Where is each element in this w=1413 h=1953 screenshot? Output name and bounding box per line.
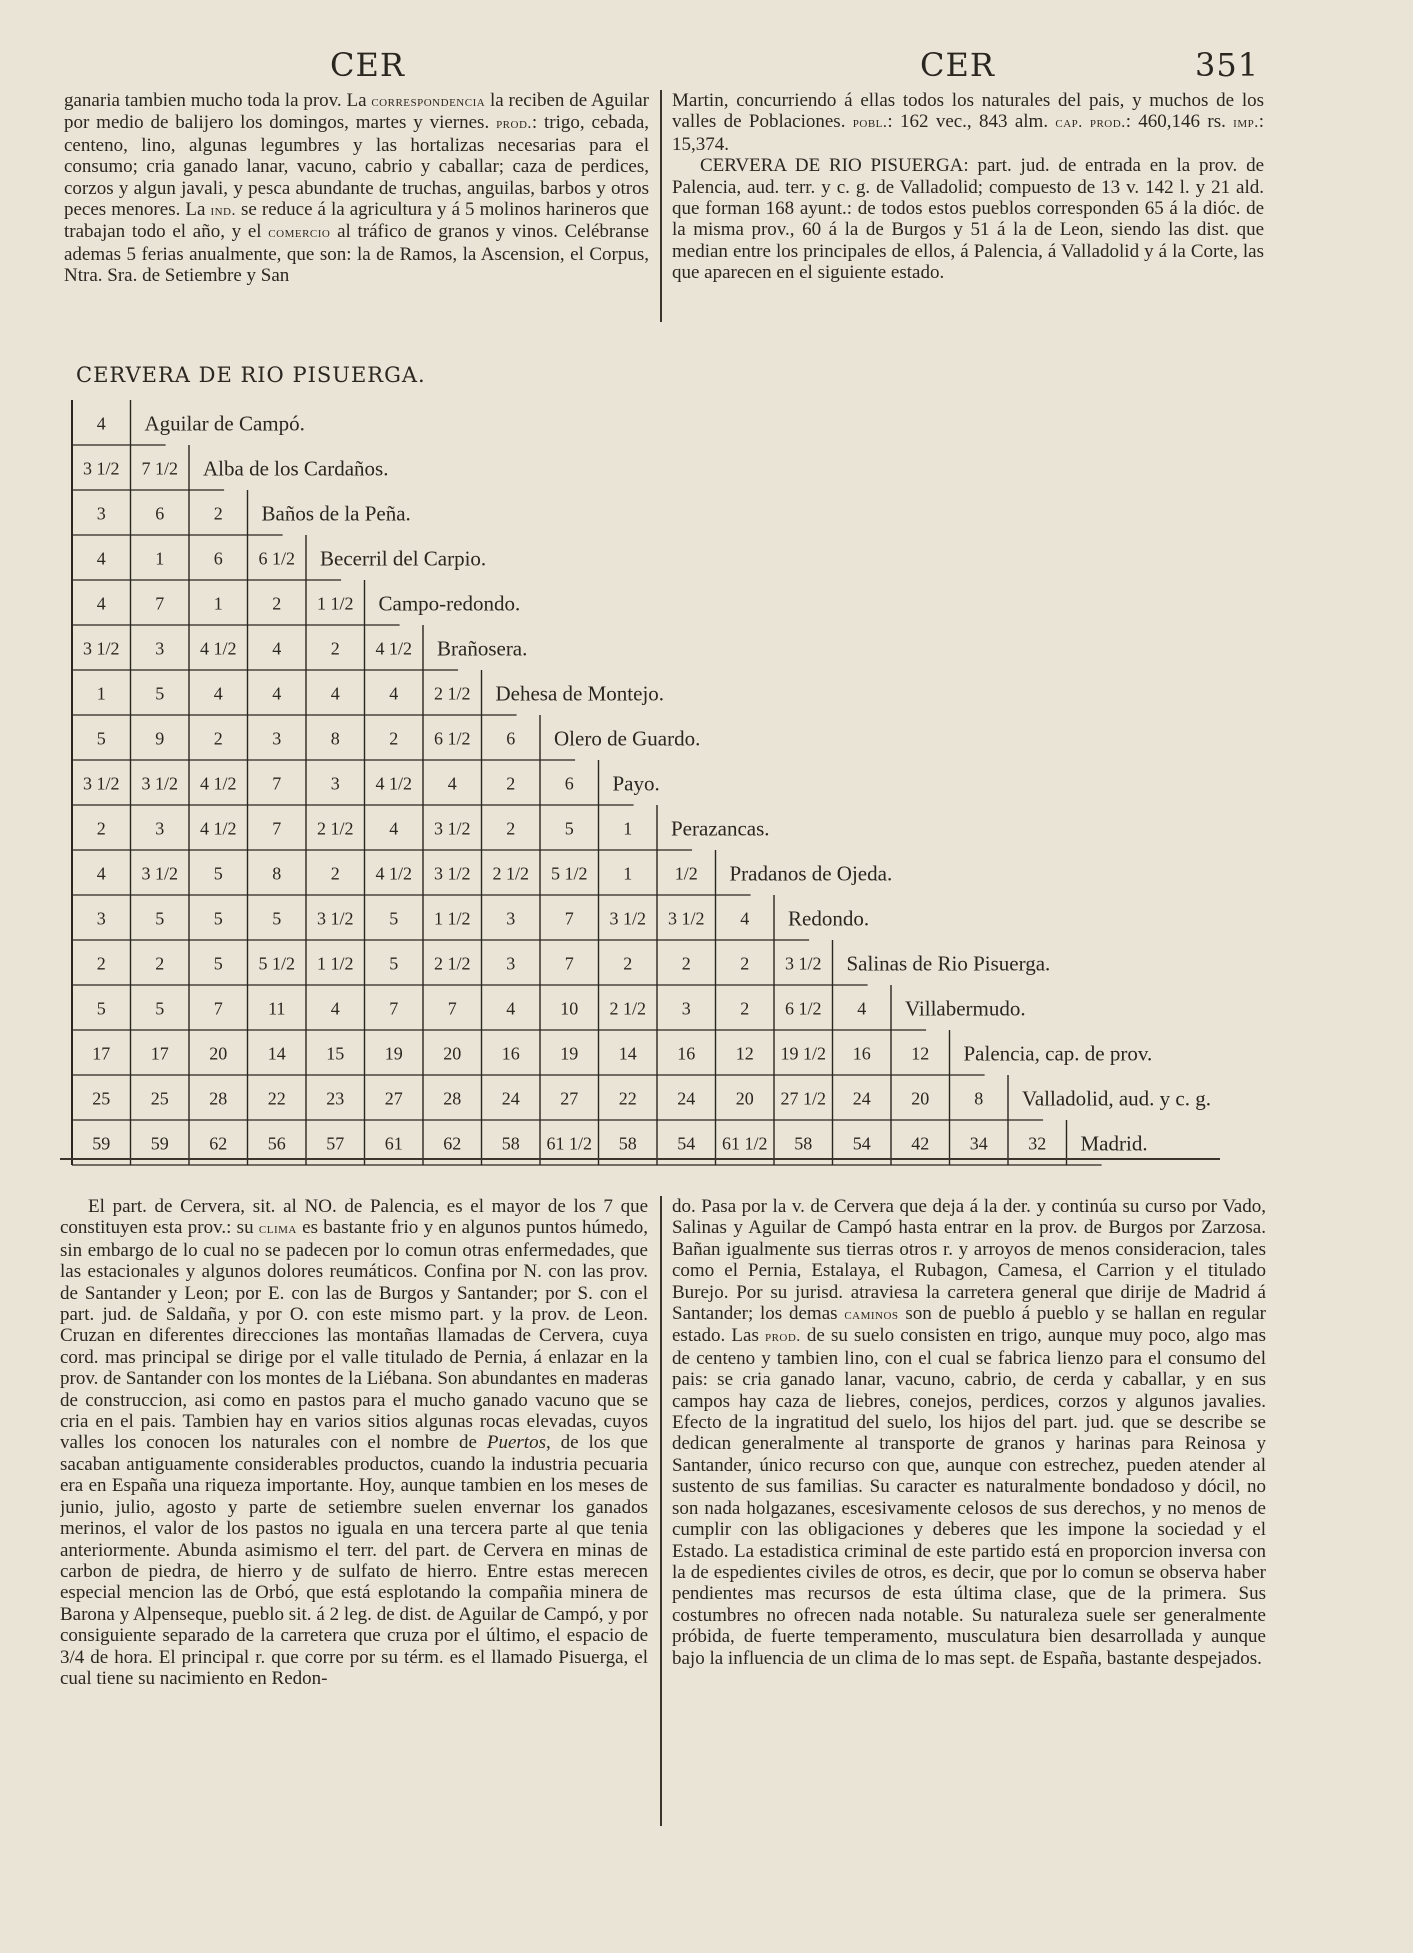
distance-cell: 6 1/2 <box>258 548 296 569</box>
distance-cell: 10 <box>560 998 579 1019</box>
distance-cell: 2 <box>740 998 750 1019</box>
distance-cell: 4 1/2 <box>375 773 413 794</box>
distance-cell: 12 <box>735 1043 754 1064</box>
town-label: Perazancas. <box>671 816 770 841</box>
distance-cell: 24 <box>852 1088 871 1109</box>
distance-cell: 3 1/2 <box>316 908 354 929</box>
distance-cell: 6 <box>564 773 574 794</box>
town-label: Redondo. <box>788 906 870 931</box>
distance-cell: 6 <box>213 548 223 569</box>
distance-cell: 2 <box>623 953 633 974</box>
distance-cell: 6 1/2 <box>433 728 471 749</box>
town-label: Villabermudo. <box>905 996 1026 1021</box>
distance-cell: 3 1/2 <box>433 818 471 839</box>
distance-cell: 57 <box>326 1133 345 1154</box>
distance-cell: 3 <box>155 818 165 839</box>
distance-cell: 2 1/2 <box>316 818 354 839</box>
distance-cell: 17 <box>92 1043 111 1064</box>
distance-cell: 54 <box>852 1133 871 1154</box>
distance-cell: 23 <box>326 1088 345 1109</box>
distance-cell: 4 1/2 <box>199 773 237 794</box>
column-divider <box>660 90 662 322</box>
distance-cell: 5 <box>155 908 165 929</box>
distance-cell: 27 1/2 <box>780 1088 827 1109</box>
distance-cell: 14 <box>618 1043 637 1064</box>
distance-cell: 20 <box>911 1088 930 1109</box>
distance-cell: 17 <box>150 1043 169 1064</box>
distance-cell: 3 <box>681 998 691 1019</box>
distance-cell: 5 1/2 <box>550 863 588 884</box>
distance-cell: 2 <box>740 953 750 974</box>
distance-cell: 4 1/2 <box>199 818 237 839</box>
running-header-center: CER <box>920 46 995 84</box>
distance-cell: 1 1/2 <box>433 908 471 929</box>
distance-cell: 20 <box>209 1043 228 1064</box>
distance-cell: 4 <box>389 683 399 704</box>
distance-cell: 25 <box>150 1088 169 1109</box>
distance-cell: 4 <box>447 773 457 794</box>
distance-cell: 16 <box>852 1043 871 1064</box>
distance-cell: 7 1/2 <box>141 458 179 479</box>
distance-cell: 16 <box>501 1043 520 1064</box>
distance-cell: 3 <box>506 908 516 929</box>
distance-cell: 8 <box>330 728 340 749</box>
distance-cell: 20 <box>735 1088 754 1109</box>
column-divider <box>660 1196 662 1826</box>
paragraph: CERVERA DE RIO PISUERGA: part. jud. de entrada en la prov. de Palencia, aud. terr. y c. g. de Valladolid; compuesto de 13 v. 142 l. y 21 ald. que forman 168 ayunt.: de todos estos pueblos corresponden 65 á la dióc. de la misma prov., 60 á la de Burgos y 51 á la de Leon, siendo las dist. que median entre los principales de ellos, á Palencia, á Valladolid y á la Corte, las que aparecen en el siguiente estado. <box>672 155 1264 284</box>
paragraph: do. Pasa por la v. de Cervera que deja á la der. y continúa su curso por Vado, Salinas y Aguilar de Campó hasta entrar en la prov. de Burgos por Zarzosa. Bañan igualmente sus tierras otros r. y arroyos de menos consideracion, tales como el Pernia, Estalaya, el Rubagon, Camesa, el Carrion y el titulado Burejo. Por su jurisd. atraviesa la carretera general que dirije de Madrid á Santander; los demas caminos son de pueblo á pueblo y se hallan en regular estado. Las prod. de su suelo consisten en trigo, aunque muy poco, algo mas de centeno y tambien lino, con el cual se fabrica lienzo para el consumo del pais: se cria ganado lanar, vacuno, cabrio, de cerda y caballar, y en sus campos hay caza de liebres, conejos, perdices, corzos y algunos javalies. Efecto de la ingratitud del suelo, los hijos del part. jud. que se describe se dedican generalmente al transporte de granos y harinas para Reinosa y Santander, único recurso con que, aunque con estrechez, pueden atender al sustento de sus familias. Su caracter es naturalmente bondadoso y dócil, no son nada holgazanes, escesivamente celosos de sus derechos, y no menos de cumplir con las obligaciones y deberes que les impone la sociedad y el Estado. La estadistica criminal de este partido está en proporcion inversa con la de espedientes civiles de otros, es decir, que por lo comun se observa haber pendientes mas recursos de esta última clase, que de la primera. Sus costumbres no ofrecen nada notable. Su naturaleza suele ser generalmente próbida, de fuerte temperamento, musculatura bien desarrollada y aunque bajo la influencia de un clima de lo mas sept. de España, bastante despejados. <box>672 1196 1266 1669</box>
distance-cell: 1 1/2 <box>316 593 354 614</box>
distance-cell: 1 <box>623 818 633 839</box>
distance-cell: 5 <box>564 818 574 839</box>
distance-cell: 3 1/2 <box>667 908 705 929</box>
distance-cell: 2 1/2 <box>492 863 530 884</box>
page-number: 351 <box>1195 46 1260 84</box>
distance-cell: 58 <box>794 1133 813 1154</box>
distance-cell: 54 <box>677 1133 696 1154</box>
distance-cell: 4 <box>272 638 282 659</box>
distance-cell: 1 <box>623 863 633 884</box>
distance-cell: 2 <box>96 953 106 974</box>
town-label: Olero de Guardo. <box>554 726 701 751</box>
distance-cell: 19 <box>384 1043 403 1064</box>
distance-cell: 2 <box>213 503 223 524</box>
table-title: CERVERA DE RIO PISUERGA. <box>76 363 426 387</box>
top-left-column <box>64 90 649 325</box>
distance-cell: 1/2 <box>674 863 698 884</box>
paragraph: ganaria tambien mucho toda la prov. La correspondencia la reciben de Aguilar por medio de balijero los domingos, martes y viernes. prod.: trigo, cebada, centeno, lino, algunas legumbres y las hortalizas necesarias para el consumo; cria ganado lanar, vacuno, cabrio y caballar; caza de perdices, corzos y algun javali, y pesca abundante de truchas, anguilas, barbos y otros peces menores. La ind. se reduce á la agricultura y á 5 molinos harineros que trabajan todo el año, y el comercio al tráfico de granos y vinos. Celébranse ademas 5 ferias anualmente, que son: la de Ramos, la Ascension, el Corpus, Ntra. Sra. de Setiembre y San <box>64 90 649 287</box>
distance-cell: 5 <box>272 908 282 929</box>
distance-cell: 28 <box>443 1088 462 1109</box>
distance-cell: 3 1/2 <box>82 458 120 479</box>
distance-cell: 3 1/2 <box>433 863 471 884</box>
town-label: Campo-redondo. <box>378 591 521 616</box>
distance-cell: 2 <box>506 773 516 794</box>
distance-cell: 6 <box>155 503 165 524</box>
distance-cell: 14 <box>267 1043 286 1064</box>
distance-cell: 4 1/2 <box>375 638 413 659</box>
distance-cell: 3 1/2 <box>82 773 120 794</box>
distance-cell: 4 <box>96 413 106 434</box>
distance-cell: 7 <box>389 998 399 1019</box>
distance-cell: 3 1/2 <box>141 863 179 884</box>
town-label: Palencia, cap. de prov. <box>963 1041 1153 1066</box>
distance-cell: 42 <box>911 1133 930 1154</box>
distance-cell: 4 <box>330 998 340 1019</box>
distance-cell: 27 <box>384 1088 403 1109</box>
running-header-left: CER <box>330 46 405 84</box>
distance-cell: 12 <box>911 1043 930 1064</box>
section-heading: CERVERA DE RIO PISUERGA <box>700 155 964 177</box>
distance-cell: 1 <box>213 593 223 614</box>
distance-cell: 3 1/2 <box>784 953 822 974</box>
distance-cell: 4 <box>96 863 106 884</box>
distance-cell: 11 <box>268 998 286 1019</box>
distance-cell: 24 <box>677 1088 696 1109</box>
distance-cell: 4 <box>857 998 867 1019</box>
town-label: Brañosera. <box>437 636 528 661</box>
town-label: Payo. <box>612 771 660 796</box>
distance-cell: 2 <box>213 728 223 749</box>
town-label: Aguilar de Campó. <box>144 411 305 436</box>
distance-cell: 2 1/2 <box>433 953 471 974</box>
paragraph: Martin, concurriendo á ellas todos los naturales del pais, y muchos de los valles de Poblaciones. pobl.: 162 vec., 843 alm. cap. prod.: 460,146 rs. imp.: 15,374. <box>672 90 1264 155</box>
distance-cell: 5 <box>96 728 106 749</box>
distance-cell: 3 <box>330 773 340 794</box>
distance-cell: 4 <box>740 908 750 929</box>
distance-cell: 4 <box>330 683 340 704</box>
distance-cell: 1 1/2 <box>316 953 354 974</box>
distance-cell: 6 <box>506 728 516 749</box>
town-label: Baños de la Peña. <box>261 501 411 526</box>
distance-cell: 5 <box>155 683 165 704</box>
distance-cell: 4 1/2 <box>375 863 413 884</box>
paragraph: El part. de Cervera, sit. al NO. de Palencia, es el mayor de los 7 que constituyen esta prov.: su clima es bastante frio y en algunos puntos húmedo, sin embargo de lo cual no se padecen por lo comun otras enfermedades, que las estacionales y algunos dolores reumáticos. Confina por N. con las prov. de Santander y Leon; por E. con las de Burgos y Santander; por S. con el part. jud. de Saldaña, y por O. con este mismo part. y la prov. de Leon. Cruzan en diferentes direcciones las montañas llamadas de Cervera, cuya cord. mas principal se dirige por el valle titulado de Pernia, á enlazar en la prov. de Santander con los montes de la Liébana. Son abundantes en maderas de construccion, asi como en pastos para el mucho ganado vacuno que se cria en el pais. Tambien hay en varios sitios algunas rocas elevadas, cuyos valles los conocen los naturales con el nombre de Puertos, de los que sacaban antiguamente considerables productos, cuando la industria pecuaria era en España una riqueza importante. Hoy, aunque tambien en los meses de junio, julio, agosto y parte de setiembre suelen envernar los ganados merinos, el valor de los pastos no iguala en una tercera parte al que tenia anteriormente. Abunda asimismo el terr. del part. de Cervera en minas de carbon de piedra, de hierro y de sulfato de hierro. Entre estas merecen especial mencion las de Orbó, que está esplotando la compañia minera de Barona y Alpenseque, pueblo sit. á 2 leg. de dist. de Aguilar de Campó, y por consiguiente separado de la carretera que cruza por el último, el espacio de 3/4 de hora. El principal r. que corre por su térm. es el llamado Pisuerga, el cual tiene su nacimiento en Redon- <box>60 1196 648 1689</box>
distance-cell: 62 <box>209 1133 228 1154</box>
distance-cell: 3 <box>96 908 106 929</box>
distance-cell: 62 <box>443 1133 462 1154</box>
distance-cell: 6 1/2 <box>784 998 822 1019</box>
distance-cell: 5 <box>213 863 223 884</box>
distance-cell: 32 <box>1028 1133 1047 1154</box>
distance-cell: 58 <box>501 1133 520 1154</box>
town-label: Becerril del Carpio. <box>320 546 487 571</box>
town-label: Madrid. <box>1080 1131 1148 1156</box>
distance-cell: 2 <box>330 638 340 659</box>
distance-cell: 61 <box>384 1133 403 1154</box>
distance-cell: 1 <box>155 548 165 569</box>
distance-cell: 61 1/2 <box>546 1133 593 1154</box>
distance-cell: 7 <box>272 818 282 839</box>
distance-cell: 2 <box>155 953 165 974</box>
town-label: Alba de los Cardaños. <box>203 456 389 481</box>
distance-cell: 19 <box>560 1043 579 1064</box>
table-bottom-rule <box>60 1158 1220 1160</box>
distance-cell: 2 <box>96 818 106 839</box>
distance-cell: 7 <box>272 773 282 794</box>
distance-cell: 4 <box>389 818 399 839</box>
distance-cell: 22 <box>267 1088 286 1109</box>
town-label: Salinas de Rio Pisuerga. <box>846 951 1051 976</box>
distance-cell: 1 <box>96 683 106 704</box>
distance-cell: 22 <box>618 1088 637 1109</box>
distance-cell: 3 1/2 <box>141 773 179 794</box>
distance-cell: 9 <box>155 728 165 749</box>
distance-cell: 7 <box>213 998 223 1019</box>
distance-cell: 5 1/2 <box>258 953 296 974</box>
distance-cell: 4 <box>272 683 282 704</box>
town-label: Pradanos de Ojeda. <box>729 861 893 886</box>
bottom-right-column <box>672 1196 1266 1861</box>
distance-cell: 3 1/2 <box>82 638 120 659</box>
distance-cell: 2 <box>681 953 691 974</box>
distance-cell: 27 <box>560 1088 579 1109</box>
distance-cell: 7 <box>447 998 457 1019</box>
bottom-left-column <box>60 1196 648 1861</box>
distance-cell: 56 <box>267 1133 286 1154</box>
town-label: Dehesa de Montejo. <box>495 681 665 706</box>
distance-cell: 16 <box>677 1043 696 1064</box>
distance-cell: 2 <box>330 863 340 884</box>
distance-cell: 7 <box>564 953 574 974</box>
town-label: Valladolid, aud. y c. g. <box>1022 1086 1211 1111</box>
distance-cell: 15 <box>326 1043 345 1064</box>
distance-cell: 3 <box>155 638 165 659</box>
distance-cell: 5 <box>96 998 106 1019</box>
distance-cell: 24 <box>501 1088 520 1109</box>
distance-cell: 34 <box>969 1133 988 1154</box>
distance-cell: 3 <box>272 728 282 749</box>
distance-cell: 4 <box>213 683 223 704</box>
distance-cell: 2 <box>389 728 399 749</box>
distance-cell: 61 1/2 <box>721 1133 768 1154</box>
distance-cell: 28 <box>209 1088 228 1109</box>
distance-cell: 59 <box>150 1133 169 1154</box>
distance-cell: 5 <box>213 908 223 929</box>
distance-cell: 20 <box>443 1043 462 1064</box>
distance-cell: 8 <box>272 863 282 884</box>
distance-cell: 2 <box>272 593 282 614</box>
distance-cell: 58 <box>618 1133 637 1154</box>
distance-cell: 2 1/2 <box>433 683 471 704</box>
distance-cell: 4 1/2 <box>199 638 237 659</box>
distance-cell: 2 1/2 <box>609 998 647 1019</box>
distance-cell: 3 <box>506 953 516 974</box>
distance-cell: 7 <box>155 593 165 614</box>
distance-cell: 8 <box>974 1088 984 1109</box>
distance-cell: 5 <box>389 908 399 929</box>
distance-cell: 4 <box>96 593 106 614</box>
distance-cell: 25 <box>92 1088 111 1109</box>
distance-cell: 7 <box>564 908 574 929</box>
distance-cell: 5 <box>155 998 165 1019</box>
distance-cell: 59 <box>92 1133 111 1154</box>
distance-cell: 5 <box>389 953 399 974</box>
distance-cell: 3 1/2 <box>609 908 647 929</box>
top-right-column <box>672 90 1264 325</box>
distance-cell: 3 <box>96 503 106 524</box>
distance-cell: 4 <box>96 548 106 569</box>
distance-cell: 2 <box>506 818 516 839</box>
distance-cell: 5 <box>213 953 223 974</box>
distance-cell: 4 <box>506 998 516 1019</box>
distance-cell: 19 1/2 <box>780 1043 827 1064</box>
